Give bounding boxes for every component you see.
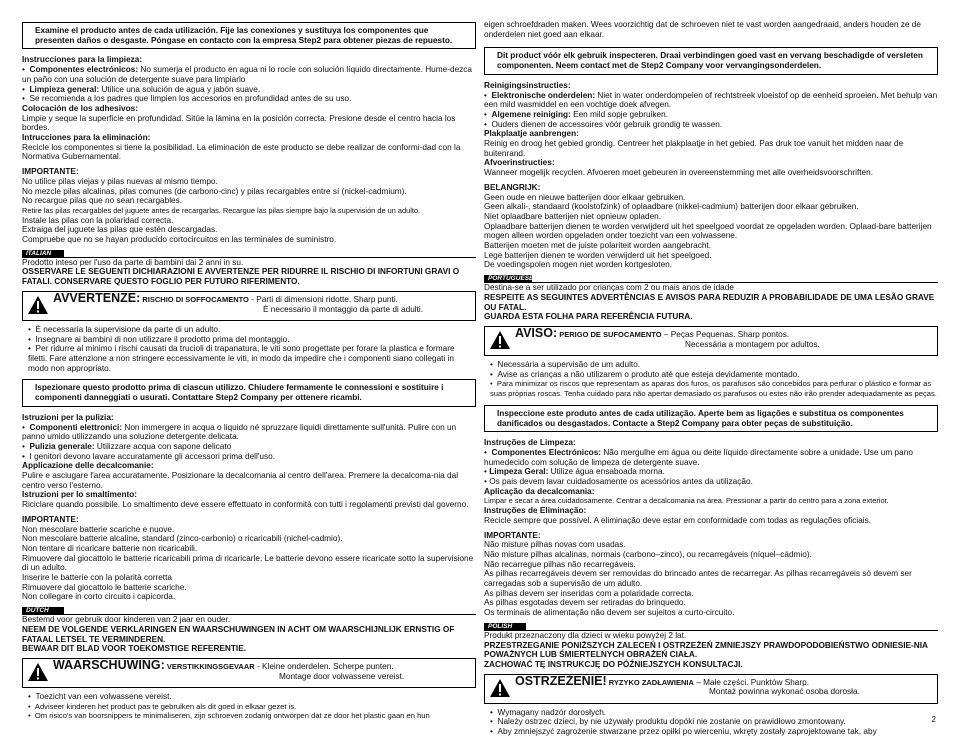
pl-intro: Produkt przeznaczony dla dzieci w wieku powyżej 2 lat. — [484, 630, 687, 640]
nl-important-item: Batterijen moeten met de juiste polariteit worden aangebracht. — [484, 241, 712, 251]
it-bullet: • Per ridurre al minimo i rischi causati da trucioli di trapanatura, le viti sono progettate per forare la plastica e formare filetti. Fare attenzione a non stringere eccessivamente le viti, in modo da impedire che i componenti siano collegati in modo non appropriato. — [28, 344, 455, 373]
it-important-item: Inserire le batterie con la polarità corretta — [22, 573, 172, 583]
it-important-item: Non collegare in corto circuito i capicorda. — [22, 592, 176, 602]
it-bullet: • È necessaria la supervisione da parte di un adulto. — [28, 324, 221, 334]
nl-warning-text: - Kleine onderdelen. Scherpe punten. — [254, 661, 394, 671]
nl-warning-title: WAARSCHUWING: — [53, 657, 165, 672]
es-clean-item: • Se recomienda a los padres que limpien los accesorios en profundidad antes de su uso. — [22, 94, 352, 104]
it-clean-item: • Componenti elettronici: Non immergere in acqua o liquido né spruzzare liquidi direttamente sull'unità. Pulire con un panno umido utilizzando una soluzione detergente delicata. — [22, 422, 457, 442]
pl-bullet: • Wymagany nadzór dorosłych. — [490, 707, 607, 717]
pt-safety-statement: RESPEITE AS SEGUINTES ADVERTÊNCIAS E AVISOS PARA REDUZIR A PROBABILIDADE DE UMA LESÃO GRAVE OU FATAL. — [484, 292, 935, 312]
pt-warning-subtitle: PERIGO DE SUFOCAMENTO — [557, 329, 662, 339]
pt-important-item: As pilhas esgotadas devem ser retiradas do brinquedo. — [484, 598, 686, 608]
warning-triangle-icon — [489, 330, 511, 350]
pt-warning-text: Necessária a montagem por adultos. — [685, 339, 820, 349]
it-warning-box — [22, 291, 476, 321]
es-cleaning-title: Instrucciones para la limpieza: — [22, 55, 143, 65]
pt-clean-item: • Os pais devem lavar cuidadosamente os acessórios antes da utilização. — [484, 477, 753, 487]
pt-inspection-notice: Inspeccione este produto antes de cada utilização. Aperte bem as ligações e substitua os componentes danificados ou desgastados. Contacte a Step2 Company para obter peças de substituição. — [484, 405, 938, 432]
it-inspection-notice: Ispezionare questo prodotto prima di ciascun utilizzo. Chiudere fermamente le connessioni e sostituire i componenti danneggiati o usurati. Contattare Step2 Company per ottenere ricambi. — [22, 379, 476, 406]
pt-decal-title: Aplicação da decalcomania: — [484, 486, 595, 496]
es-decal-text: Limpie y seque la superficie en profundidad. Sitúe la lámina en la posición correcta. Presione desde el centro hacia los bordes. — [22, 113, 456, 133]
nl-important-item: De voedingspolen mogen niet worden kortgesloten. — [484, 260, 673, 270]
nl-warning-subtitle: VERSTIKKINGSGEVAAR — [164, 661, 255, 671]
pl-warning-text: – Małe części. Punktów Sharp. — [693, 677, 809, 687]
it-important-item: Rimuovere dal giocattolo le batterie ricaricabili prima di ricaricarle. Le batterie devono essere ricaricate sotto la supervisione di un adulto. — [22, 553, 474, 573]
it-disposal-title: Istruzioni per lo smaltimento: — [22, 490, 138, 500]
it-disposal-text: Riciclare quando possibile. Lo smaltimento deve essere effettuato in conformità con tutti i regolamenti previsti dal governo. — [22, 500, 469, 510]
lang-tag-polish: POLISH — [484, 623, 526, 631]
es-important-item: No recargue pilas que no sean recargables. — [22, 196, 183, 206]
pt-keep-statement: GUARDA ESTA FOLHA PARA REFERÊNCIA FUTURA. — [484, 312, 693, 322]
pt-bullet: • Necessária a supervisão de um adulto. — [490, 359, 641, 369]
nl-important-title: BELANGRIJK: — [484, 182, 541, 192]
warning-triangle-icon — [489, 678, 511, 698]
es-important-item: No mezcle pilas alcalinas, pilas comunes (de carbono-cinc) y pilas recargables entre sí (nickel-cadmium). — [22, 186, 407, 196]
it-bullet: • Insegnare ai bambini di non utilizzare il prodotto prima del montaggio. — [28, 334, 290, 344]
nl-clean-item: • Algemene reiniging: Een mild sopje gebruiken. — [484, 109, 669, 119]
nl-keep-statement: BEWAAR DIT BLAD VOOR TOEKOMSTIGE REFERENTIE. — [22, 644, 246, 654]
nl-bullet: • Om risico's van boorsnippers te minimaliseren, zijn schroeven zodanig ontworpen dat ze door het plastic gaan en hun — [28, 711, 430, 721]
pt-warning-title: AVISO: — [515, 325, 558, 340]
nl-warning-text: Montage door volwassene vereist. — [279, 671, 405, 681]
es-decal-title: Colocación de los adhesivos: — [22, 103, 138, 113]
it-safety-statement: OSSERVARE LE SEGUENTI DICHIARAZIONI E AVVERTENZE PER RIDURRE IL RISCHIO DI INFORTUNI GRAVI O FATALI. CONSERVARE QUESTO FOGLIO PER FUTURO RIFERIMENTO. — [22, 267, 460, 287]
pt-important-item: As pilhas devem ser inseridas com a polaridade correcta. — [484, 588, 694, 598]
pt-decal-text: Limpar e secar a área cuidadosamente. Centrar a decalcomania na área. Pressionar a partir do centro para a zona exterior. — [484, 496, 889, 506]
lang-tag-portuguese: PORTUGUESE — [484, 275, 532, 283]
it-important-item: Rimuovere dal giocattolo le batterie scariche. — [22, 582, 187, 592]
pt-bullet: • Avise as crianças a não utilizarem o produto até que esteja devidamente montado. — [490, 369, 800, 379]
nl-decal-text: Reinig en droog het gebied grondig. Centreer het plakplaatje in het gebied. Pas druk toe vanuit het midden naar de buitenrand. — [484, 139, 904, 158]
es-clean-item: • Componentes electrónicos: No sumerja el producto en agua ni lo rocíe con solución líquido directamente. Hume-dezca un paño con una solución de detergente suave para limpiarlo — [22, 65, 472, 84]
it-intro: Prodotto inteso per l'uso da parte di bambini dai 2 anni in su. — [22, 257, 244, 267]
es-important-title: IMPORTANTE: — [22, 167, 79, 177]
es-inspection-notice: Examine el producto antes de cada utilización. Fije las conexiones y sustituya los componentes que presenten daños o desgaste. Póngase en contacto con la empresa Step2 para obtener piezas de repuesto. — [22, 22, 476, 49]
it-warning-title: AVVERTENZE: — [53, 290, 141, 305]
nl-important-item: Oplaadbare batterijen dienen te worden verwijderd uit het speelgoed voordat ze opgeladen worden. Oplaad-bare batterijen mogen alleen worden opgeladen onder toezicht van een volwassene. — [484, 221, 932, 241]
pt-clean-item: • Limpeza Geral: Utilize água ensaboada morna. — [484, 467, 665, 477]
it-clean-item: • I genitori devono lavare accuratamente gli accessori prima dell'uso. — [22, 451, 276, 461]
it-important-item: Non mescolare batterie scariche e nuove. — [22, 524, 175, 534]
nl-disposal-title: Afvoerinstructies: — [484, 158, 555, 168]
pt-bullet: • Para minimizar os riscos que representam as aparas dos furos, os parafusos são concebidos para perfurar o plástico e formar as suas próprias roscas. Tenha cuidado para não apertar demasiado os parafusos ou estes não irão prender adequadamente as peças. — [490, 379, 937, 399]
lang-tag-dutch: DUTCH — [22, 607, 64, 615]
pt-disposal-title: Instruções de Eliminação: — [484, 506, 587, 516]
nl-cleaning-title: Reinigingsinstructies: — [484, 80, 571, 90]
pl-warning-subtitle: RYZYKO ZADŁAWIENIA — [606, 677, 694, 687]
es-important-item: Instale las pilas con la polaridad correcta. — [22, 215, 174, 225]
pt-warning-text: – Peças Pequenas. Sharp pontos. — [661, 329, 790, 339]
es-disposal-title: Intrucciones para la eliminación: — [22, 133, 151, 143]
nl-important-item: Niet oplaadbare batterijen niet opnieuw opladen. — [484, 211, 662, 221]
pl-keep-statement: ZACHOWAĆ TĘ INSTRUKCJĘ DO PÓŹNIEJSZYCH KONSULTACJI. — [484, 659, 743, 669]
pt-warning-box — [484, 326, 938, 356]
nl-bullet-continued: eigen schroefdraden maken. Wees voorzichtig dat de schroeven niet te vast worden aangedraaid, anders houden ze de onderdelen niet goed aan elkaar. — [484, 20, 921, 39]
it-warning-subtitle: RISCHIO DI SOFFOCAMENTO — [140, 294, 249, 304]
it-decal-text: Pulire e asciugare l'area accuratamente. Posizionare la decalcomania al centro dell'area. Premere la decalcoma-nia dal centro verso l'esterno. — [22, 471, 459, 490]
it-clean-item: • Pulizia generale: Utilizzare acqua con sapone delicato — [22, 441, 232, 451]
es-important-item: Extraiga del juguete las pilas que estén descargadas. — [22, 225, 218, 235]
it-warning-text: È necessario il montaggio da parte di adulti. — [263, 304, 424, 314]
lang-tag-italian: ITALIAN — [22, 250, 64, 258]
pt-important-item: Os terminais de alimentação não devem ser sujeitos a curto-circuito. — [484, 608, 735, 618]
nl-decal-title: Plakplaatje aanbrengen: — [484, 129, 579, 139]
pl-warning-title: OSTRZEŻENIE! — [515, 673, 607, 688]
page-number: 2 — [931, 715, 936, 724]
es-important-item: Compruebe que no se hayan producido cortocircuitos en las terminales de suministro. — [22, 235, 337, 245]
it-important-item: Non mescolare batterie alcaline, standard (zinco-carbonio) o ricaricabili (nichel-cadmio). — [22, 534, 343, 544]
pt-important-title: IMPORTANTE: — [484, 530, 541, 540]
it-warning-text: - Parti di dimensioni ridotte. Sharp punti. — [248, 294, 398, 304]
pt-cleaning-title: Instruções de Limpeza: — [484, 438, 576, 448]
warning-triangle-icon — [27, 295, 49, 315]
nl-inspection-notice: Dit product vóór elk gebruik inspecteren. Draai verbindingen goed vast en vervang beschadigde of versleten componenten. Neem contact met de Step2 Company voor vervangingsonderdelen. — [484, 47, 938, 74]
it-cleaning-title: Istruzioni per la pulizia: — [22, 412, 114, 422]
pl-safety-statement: PRZESTRZEGANIE PONIŻSZYCH ZALECEŃ I OSTRZEŻEŃ ZMNIEJSZY PRAWDOPODOBIEŃSTWO ODNIESIE-NIA POWAŻNYCH LUB ŚMIERTELNYCH OBRAŻEŃ CIAŁA. — [484, 640, 928, 660]
pl-warning-box — [484, 674, 938, 704]
warning-triangle-icon — [27, 662, 49, 682]
it-decal-title: Applicazione delle decalcomanie: — [22, 461, 154, 471]
es-disposal-text: Recicle los componentes si tiene la posibilidad. La eliminación de este producto se debe realizar de conformi-dad con la Normativa Gubernamental. — [22, 142, 461, 162]
nl-bullet: • Adviseer kinderen het product pas te gebruiken als dit goed in elkaar gezet is. — [28, 701, 297, 711]
left-column — [22, 20, 476, 721]
nl-safety-statement: NEEM DE VOLGENDE VERKLARINGEN EN WAARSCHUWINGEN IN ACHT OM WAARSCHIJNLIJK ERNSTIG OF FATAAL LETSEL TE VERMINDEREN. — [22, 624, 455, 644]
pt-disposal-text: Recicle sempre que possível. A eliminação deve estar em conformidade com todas as regulações oficiais. — [484, 515, 872, 525]
it-important-title: IMPORTANTE: — [22, 514, 79, 524]
pt-intro: Destina-se a ser utilizado por crianças com 2 ou mais anos de idade — [484, 283, 734, 293]
pl-bullet: • Aby zmniejszyć zagrożenie stwarzane przez opiłki po wierceniu, wkręty zostały zaprojektowane tak, aby — [490, 727, 877, 737]
pl-bullet: • Należy ostrzec dzieci, by nie używały produktu dopóki nie zostanie on prawidłowo zmontowany. — [490, 717, 846, 727]
nl-important-item: Geen alkali-, standaard (koolstofzink) of oplaadbare (nikkel-cadmium) batterijen door elkaar gebruiken. — [484, 202, 859, 212]
nl-important-item: Lege batterijen dienen te worden verwijderd uit het speelgoed. — [484, 250, 712, 260]
nl-important-item: Geen oude en nieuwe batterijen door elkaar gebruiken. — [484, 192, 686, 202]
pt-important-item: As pilhas recarregáveis devem ser removidas do brincado antes de recarregar. As pilhas recarregáveis só devem ser carregadas sob a supervisão de um adulto. — [484, 569, 912, 589]
pt-important-item: Não misture pilhas novas com usadas. — [484, 540, 626, 550]
pt-clean-item: • Componentes Electrónicos: Não mergulhe em água ou deite líquido directamente sobre a unidade. Use um pano humedecido com solução de limpeza de detergente suave. — [484, 447, 913, 467]
pl-warning-text: Montaż powinna wykonać osoba dorosła. — [709, 687, 860, 697]
nl-warning-box — [22, 658, 476, 688]
es-clean-item: • Limpieza general: Utilice una solución de agua y jabón suave. — [22, 84, 261, 94]
pt-important-item: Não misture pilhas alcalinas, normais (carbono–zinco), ou recarregáveis (níquel–cádmio). — [484, 549, 812, 559]
nl-clean-item: • Ouders dienen de accessoires vóór gebruik grondig te wassen. — [484, 119, 723, 129]
es-important-item: Retire las pilas recargables del juguete antes de recargarlas. Recargue las pilas siempre bajo la supervisión de un adulto. — [22, 205, 421, 215]
pt-important-item: Não recarregue pilhas não recarregáveis. — [484, 559, 636, 569]
nl-bullet: • Toezicht van een volwassene vereist. — [28, 691, 172, 701]
right-column — [484, 20, 938, 737]
nl-intro: Bestemd voor gebruik door kinderen van 2 jaar en ouder. — [22, 615, 231, 625]
it-important-item: Non tentare di ricaricare batterie non ricaricabili. — [22, 543, 198, 553]
es-important-item: No utilice pilas viejas y pilas nuevas al mismo tiempo. — [22, 176, 218, 186]
nl-clean-item: • Elektronische onderdelen: Niet in water onderdompelen of rechtstreek vloeistof op de eenheid sproeien. Met behulp van een mild wasmiddel en een vochtige doek afvegen. — [484, 90, 938, 110]
nl-disposal-text: Wanneer mogelijk recyclen. Afvoeren moet gebeuren in overeenstemming met alle overheidsvoorschriften. — [484, 168, 874, 178]
